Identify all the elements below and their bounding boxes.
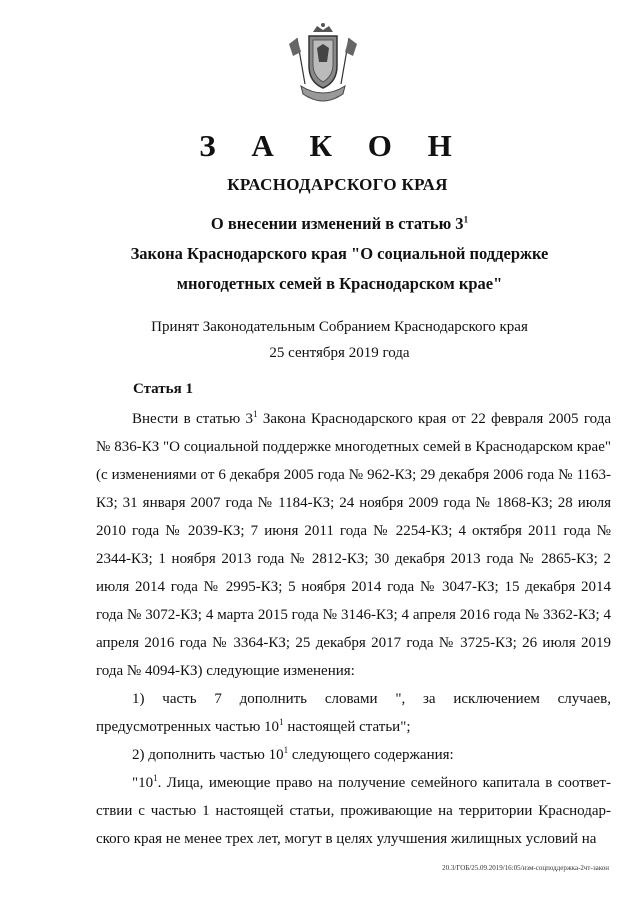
paragraph-2: 1) часть 7 дополнить словами ", за исключением случаев, предусмотренных частью $10^1$ настоящей статьи"; <box>96 691 611 735</box>
paragraph-3: 2) дополнить частью $10^1$ следующего содержания: <box>132 745 454 763</box>
adoption-line-1: Принят Законодательным Собранием Краснодарского края <box>151 319 528 335</box>
article-title: Статья 1 <box>133 381 193 397</box>
law-heading <box>0 209 639 299</box>
heading-line-2: Закона Краснодарского края "О социальной поддержке <box>130 244 549 263</box>
adoption-date: 25 сентября 2019 года <box>269 345 410 361</box>
paragraph-1: Внести в статью $3^1$ Закона Краснодарского края от 22 февраля 2005 года № 836-КЗ "О социальной поддержке многодетных семей в Краснодарском крае" (с изменениями от 6 декабря 2005 года № 962-КЗ; 29 декабря 2006 года № 1163-КЗ; 31 января 2007 года № 1184-КЗ; 24 ноября 2009 года № 1868-КЗ; 28 июля 2010 года № 2039-КЗ; 7 июня 2011 года № 2254-КЗ; 4 октября 2011 года № 2344-КЗ; 1 ноября 2013 года № 2812-КЗ; 30 декабря 2013 года № 2865-КЗ; 2 июля 2014 года № 2995-КЗ; 5 ноября 2014 года № 3047-КЗ; 15 декабря 2014 года № 3072-КЗ; 4 марта 2015 года № 3146-КЗ; 4 апреля 2016 года № 3362-КЗ; 4 апреля 2016 года № 3364-КЗ; 25 декабря 2017 года № 3725-КЗ; 26 июля 2019 года № 4094-КЗ) следующие изменения: <box>96 409 611 679</box>
law-subtitle: КРАСНОДАРСКОГО КРАЯ <box>227 175 448 194</box>
document-code: 20.3/ГОБ/25.09.2019/16:05/изм-соцподдержка-2чт-закон <box>442 864 609 872</box>
heading-line-3: многодетных семей в Краснодарском крае" <box>176 274 503 293</box>
heading-line-1: О внесении изменений в статью $3^1$ <box>210 214 469 233</box>
article-body <box>96 405 611 853</box>
adoption-info <box>0 314 639 366</box>
law-title: З А К О Н <box>199 128 466 163</box>
paragraph-4: "$10^1$. Лица, имеющие право на получение семейного капитала в соответ-ствии с частью 1 настоящей статьи, проживающие на территории Краснодар-ского края не менее трех лет, могут в целях улучшения жилищных условий на <box>96 773 611 847</box>
coat-of-arms-emblem <box>287 22 359 112</box>
